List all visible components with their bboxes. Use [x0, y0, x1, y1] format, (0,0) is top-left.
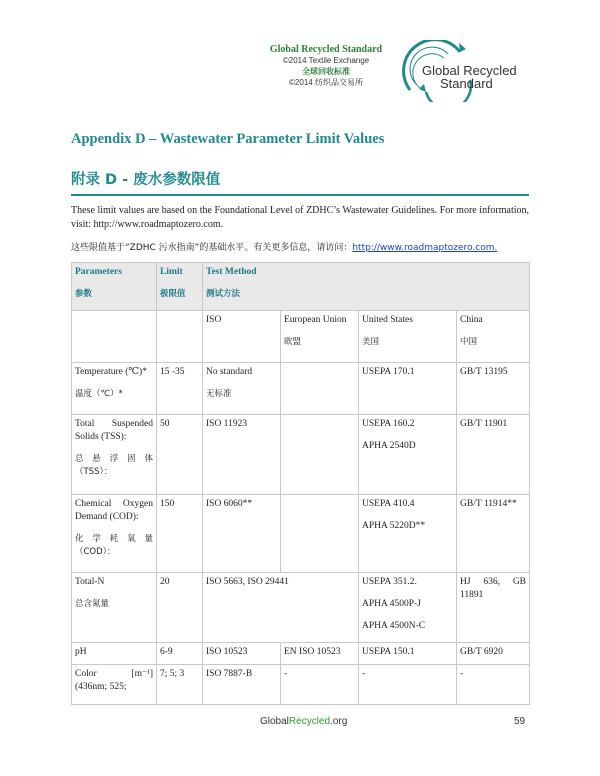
cell-iso: ISO 7887-B [203, 665, 281, 705]
header-copyright-cn: ©2014 纺织品交易所 [289, 78, 363, 87]
cell-us: - [359, 665, 457, 705]
cell-china: - [457, 665, 530, 705]
cell-iso: ISO 6060** [203, 495, 281, 573]
cell-iso: No standard 无标准 [203, 363, 281, 415]
footer-site: GlobalRecycled.org [260, 716, 348, 727]
cell-iso: ISO 5663, ISO 29441 [203, 573, 359, 643]
header-copyright: ©2014 Textile Exchange [282, 56, 370, 65]
svg-text:Standard: Standard [440, 76, 493, 91]
header-test-method: Test Method 测试方法 [203, 263, 530, 311]
cell-china: HJ 636, GB 11891 [457, 573, 530, 643]
page-title-cn: 附录 D - 废水参数限值 [71, 172, 221, 188]
cell-eu [281, 363, 359, 415]
cell-parameter: pH [72, 643, 157, 665]
table-row [72, 415, 530, 495]
cell-iso: ISO 11923 [203, 415, 281, 495]
cell-parameter: Chemical Oxygen Demand (COD): 化 学 耗 氧 量（COD）： [72, 495, 157, 573]
header-title: Global Recycled Standard [269, 44, 383, 55]
table-row [72, 643, 530, 665]
cell-eu [281, 495, 359, 573]
cell-eu [281, 415, 359, 495]
page-number: 59 [514, 716, 526, 727]
cell-parameter: Temperature (℃)* 温度（℃）* [72, 363, 157, 415]
cell-limit: 50 [157, 415, 203, 495]
subheader-iso: ISO [203, 311, 281, 363]
cell-eu: - [281, 665, 359, 705]
subheader-china: China 中国 [457, 311, 530, 363]
cell-iso: ISO 10523 [203, 643, 281, 665]
cell-eu: EN ISO 10523 [281, 643, 359, 665]
cell-us: USEPA 410.4 APHA 5220D** [359, 495, 457, 573]
svg-text:Global Recycled: Global Recycled [422, 63, 517, 78]
header-title-cn: 全球回收标准 [302, 67, 350, 76]
cell-us: USEPA 170.1 [359, 363, 457, 415]
cell-china: GB/T 6920 [457, 643, 530, 665]
header-limit: Limit 极限值 [157, 263, 203, 311]
cell-limit: 150 [157, 495, 203, 573]
cell-china: GB/T 11901 [457, 415, 530, 495]
grs-logo [396, 40, 526, 102]
cell-parameter: Color [m⁻¹] (436nm; 525; [72, 665, 157, 705]
subheader-eu: European Union 欧盟 [281, 311, 359, 363]
cell-us: USEPA 150.1 [359, 643, 457, 665]
table-subheader-row [72, 311, 530, 363]
roadmap-link[interactable]: http://www.roadmaptozero.com. [352, 243, 498, 253]
intro-cn-text: 这些限值基于“ZDHC 污水指南”的基础水平。有关更多信息，请访问： [71, 243, 353, 253]
cell-parameter: Total-N 总含氮量 [72, 573, 157, 643]
page-title: Appendix D – Wastewater Parameter Limit Values [71, 131, 385, 147]
cell-parameter: Total Suspended Solids (TSS): 总 悬 浮 固 体（TSS）： [72, 415, 157, 495]
table-row [72, 665, 530, 705]
cell-limit: 6-9 [157, 643, 203, 665]
cell-limit: 15 -35 [157, 363, 203, 415]
table-header-row [72, 263, 530, 311]
cell-limit: 20 [157, 573, 203, 643]
cell-china: GB/T 11914** [457, 495, 530, 573]
table-row [72, 363, 530, 415]
limits-table [71, 262, 530, 705]
cell-china: GB/T 13195 [457, 363, 530, 415]
intro-paragraph: These limit values are based on the Foundational Level of ZDHC’s Wastewater Guidelines. For more information, visit: http://www.roadmaptozero.com. [71, 205, 529, 230]
cell-us: USEPA 351.2. APHA 4500P-J APHA 4500N-C [359, 573, 457, 643]
table-row [72, 495, 530, 573]
title-divider [71, 194, 529, 196]
cell-us: USEPA 160.2 APHA 2540D [359, 415, 457, 495]
table-row [72, 573, 530, 643]
subheader-us: United States 美国 [359, 311, 457, 363]
header-parameters: Parameters 参数 [72, 263, 157, 311]
intro-paragraph-cn [71, 241, 541, 255]
header-block [258, 44, 394, 88]
cell-limit: 7; 5; 3 [157, 665, 203, 705]
